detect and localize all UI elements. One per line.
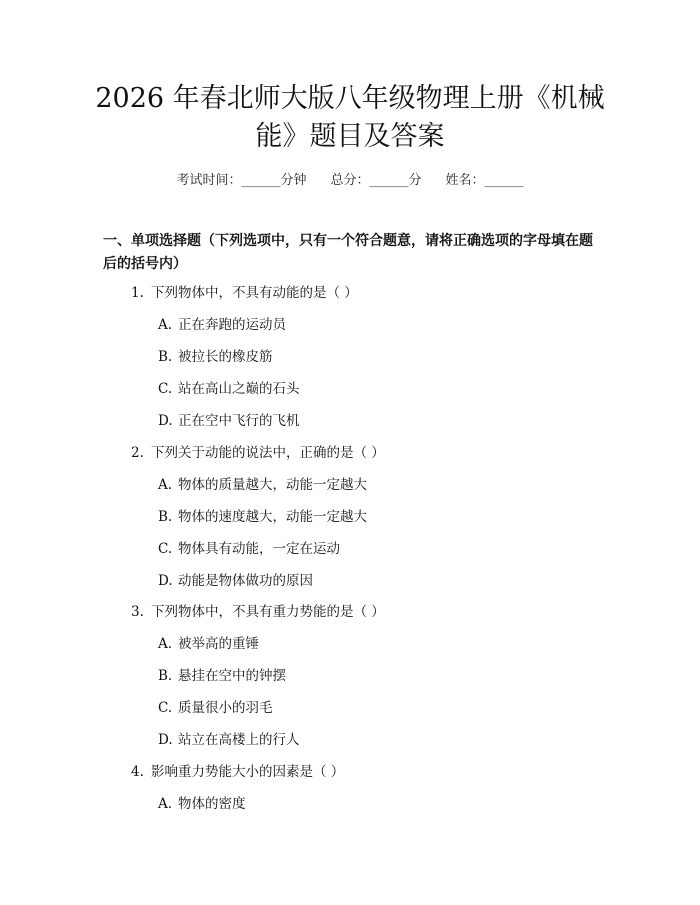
exam-meta [0,169,700,188]
question-3: 3. 下列物体中，不具有重力势能的是（ ） [131,604,385,620]
question-1: 1. 下列物体中，不具有动能的是（ ） [131,285,358,301]
question-3-option-b: B. 悬挂在空中的钟摆 [158,668,286,684]
exam-time-field: 考试时间：______分钟 [176,173,307,188]
question-2-option-a: A. 物体的质量越大，动能一定越大 [158,477,367,493]
question-2-option-c: C. 物体具有动能，一定在运动 [158,541,340,557]
question-1-option-b: B. 被拉长的橡皮筋 [158,349,273,365]
question-2: 2. 下列关于动能的说法中，正确的是（ ） [131,445,385,461]
question-2-option-d: D. 动能是物体做功的原因 [158,573,313,589]
question-4: 4. 影响重力势能大小的因素是（ ） [131,764,345,780]
question-1-option-a: A. 正在奔跑的运动员 [158,317,286,333]
question-3-option-c: C. 质量很小的羽毛 [158,700,273,716]
title-line-1: 2026 年春北师大版八年级物理上册《机械 [95,83,605,114]
section-heading: 一、单项选择题（下列选项中，只有一个符合题意，请将正确选项的字母填在题后的括号内） [103,233,593,272]
question-2-option-b: B. 物体的速度越大，动能一定越大 [158,509,367,525]
question-1-option-d: D. 正在空中飞行的飞机 [158,413,300,429]
question-1-option-c: C. 站在高山之巅的石头 [158,381,300,397]
question-4-option-a: A. 物体的密度 [158,796,246,812]
title-line-2: 能》题目及答案 [255,121,445,152]
student-name-field: 姓名：______ [445,173,524,188]
document-title [95,80,605,156]
total-score-field: 总分：______分 [330,173,422,188]
question-3-option-d: D. 站立在高楼上的行人 [158,732,300,748]
question-3-option-a: A. 被举高的重锤 [158,636,259,652]
